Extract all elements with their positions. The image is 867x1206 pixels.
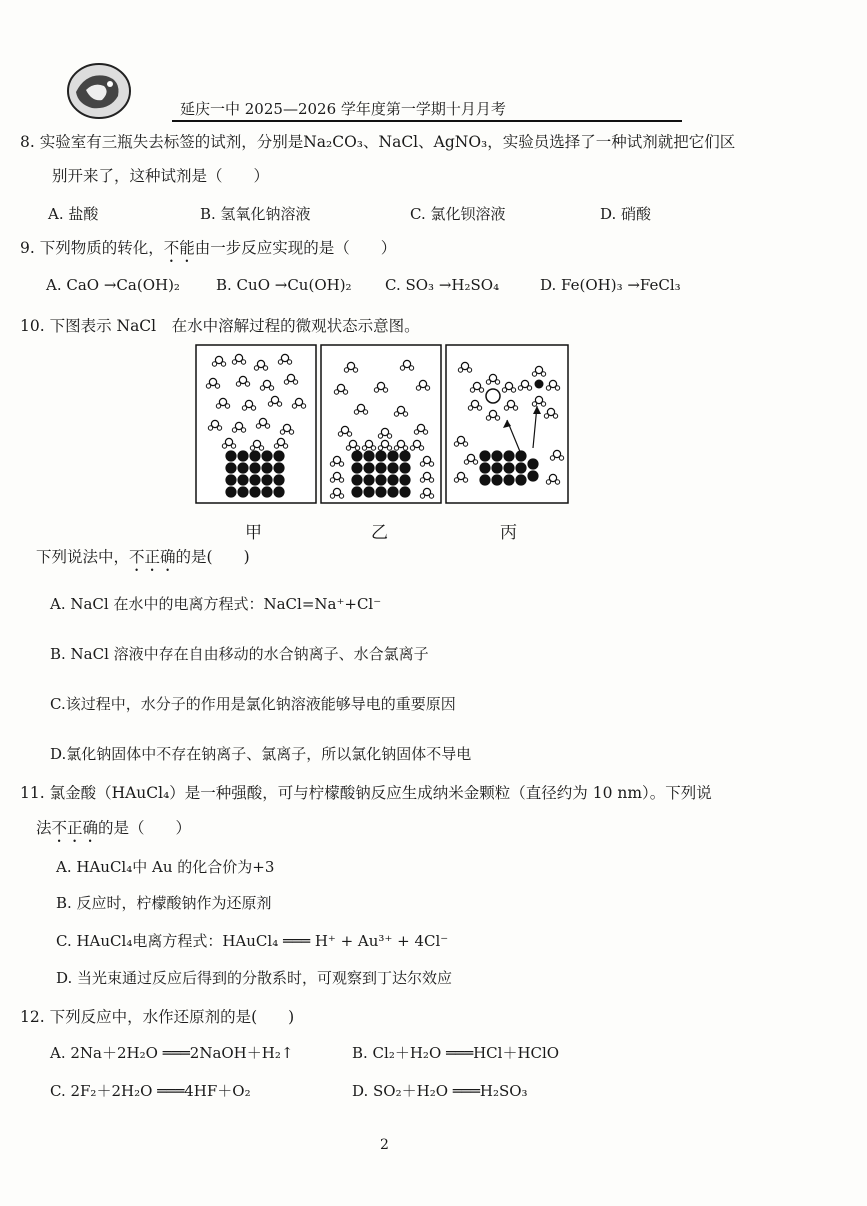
q11-option-c: C. HAuCl₄电离方程式：HAuCl₄ ═══ H⁺ + Au³⁺ + 4Cl⁻ — [56, 932, 449, 950]
q11-stem-post: 的是（ ） — [98, 819, 192, 837]
q8-option-a: A. 盐酸 — [48, 205, 99, 223]
q10-substem-pre: 下列说法中， — [36, 548, 130, 566]
q11-stem-emphasis: 不正确 — [51, 819, 99, 837]
q9-option-a: A. CaO →Ca(OH)₂ — [46, 276, 180, 294]
q11-option-d: D. 当光束通过反应后得到的分散系时，可观察到丁达尔效应 — [56, 969, 453, 987]
q10-option-c: C.该过程中，水分子的作用是氯化钠溶液能够导电的重要原因 — [50, 695, 456, 713]
q12-option-b: B. Cl₂＋H₂O ═══HCl＋HClO — [352, 1044, 560, 1062]
q9-stem-pre: 9. 下列物质的转化， — [20, 239, 164, 257]
q9-option-b: B. CuO →Cu(OH)₂ — [216, 276, 352, 294]
q9-option-d: D. Fe(OH)₃ →FeCl₃ — [540, 276, 681, 294]
q8-stem-line2: 别开来了，这种试剂是（ ） — [52, 167, 270, 185]
q10-substem-emphasis: 不正确 — [129, 548, 176, 566]
q12-option-c: C. 2F₂＋2H₂O ═══4HF＋O₂ — [50, 1082, 251, 1100]
header-rule — [172, 120, 682, 122]
q8-option-c: C. 氯化钡溶液 — [410, 205, 506, 223]
q11-stem-line2 — [36, 816, 191, 846]
q9-option-c: C. SO₃ →H₂SO₄ — [385, 276, 500, 294]
q8-option-d: D. 硝酸 — [600, 205, 652, 223]
q12-option-a: A. 2Na＋2H₂O ═══2NaOH＋H₂↑ — [50, 1044, 294, 1062]
page-number: 2 — [380, 1137, 389, 1153]
q9-stem-post: 由一步反应实现的是（ ） — [194, 239, 397, 257]
q10-stem: 10. 下图表示 NaCl 在水中溶解过程的微观状态示意图。 — [20, 317, 420, 335]
panel-yi — [321, 345, 441, 503]
nacl-dissolution-diagram — [195, 344, 571, 510]
caption-yi: 乙 — [371, 523, 388, 543]
q11-option-a: A. HAuCl₄中 Au 的化合价为+3 — [56, 858, 275, 876]
q11-option-b: B. 反应时，柠檬酸钠作为还原剂 — [56, 894, 272, 912]
q10-substem-post: 的是( ) — [175, 548, 250, 566]
q9-stem — [20, 236, 396, 266]
q12-stem: 12. 下列反应中，水作还原剂的是( ) — [20, 1008, 295, 1026]
panel-jia — [196, 345, 316, 503]
caption-bing: 丙 — [500, 523, 517, 543]
q11-stem-pre: 法 — [36, 819, 52, 837]
q8-option-b: B. 氢氧化钠溶液 — [200, 205, 311, 223]
q10-option-d: D.氯化钠固体中不存在钠离子、氯离子，所以氯化钠固体不导电 — [50, 745, 472, 763]
caption-jia: 甲 — [245, 523, 262, 543]
q11-stem-line1: 11. 氯金酸（HAuCl₄）是一种强酸，可与柠檬酸钠反应生成纳米金颗粒（直径约为 10 nm）。下列说 — [20, 784, 712, 802]
q12-option-d: D. SO₂＋H₂O ═══H₂SO₃ — [352, 1082, 528, 1100]
school-seal-logo — [66, 62, 132, 124]
exam-header-title: 延庆一中 2025—2026 学年度第一学期十月月考 — [180, 100, 506, 118]
q10-option-b: B. NaCl 溶液中存在自由移动的水合钠离子、水合氯离子 — [50, 645, 429, 663]
q8-stem-line1: 8. 实验室有三瓶失去标签的试剂，分别是Na₂CO₃、NaCl、AgNO₃，实验员选择了一种试剂就把它们区 — [20, 133, 736, 151]
q10-substem — [36, 545, 250, 575]
panel-bing — [446, 345, 568, 503]
q9-stem-emphasis: 不能 — [163, 239, 195, 257]
q10-option-a: A. NaCl 在水中的电离方程式：NaCl=Na⁺+Cl⁻ — [50, 595, 382, 613]
